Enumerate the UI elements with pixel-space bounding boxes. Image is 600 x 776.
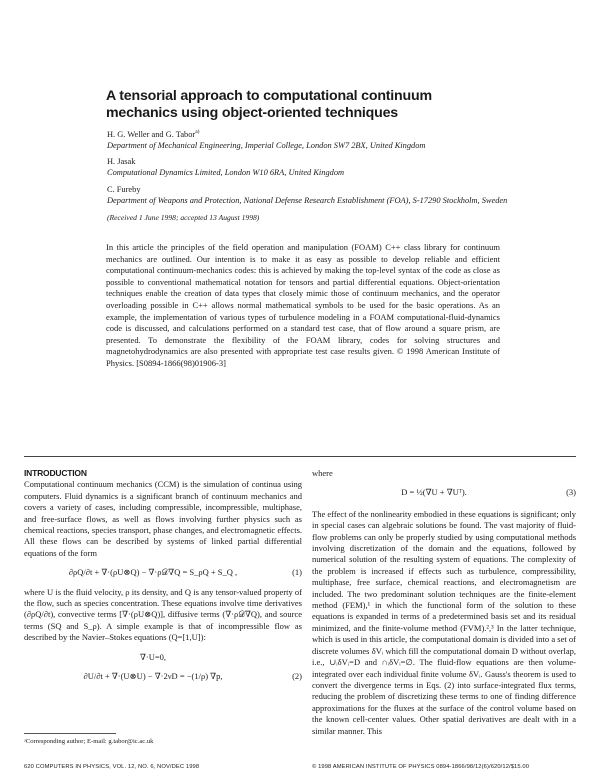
abstract: In this article the principles of the field operation and manipulation (FOAM) C++ class library for continuum mechanics are outlined. Our intention is to make it as easy as possible to develop reliable and efficient computational continuum-mechanics codes: this is achieved by making the top-level syntax of the code as close as possible to conventional mathematical notation for tensors and partial differential equations. Object-orientation techniques enable the creation of data types that closely mimic those of continuum mechanics, and the operator overloading possible in C++ allows normal mathematical symbols to be used for the basic operations. As an example, the implementation of various types of turbulence modeling in a FOAM computational-fluid-dynamics code is discussed, and calculations performed on a standard test case, that of flow around a square prism, are presented. To demonstrate the flexibility of the FOAM library, codes for solving structures and magnetohydrodynamics are also presented with appropriate test case results given. © 1998 American Institute of Physics. [S0894-1866(98)01906-3] — [106, 242, 500, 368]
footnote-divider — [24, 733, 116, 734]
equation-2a — [24, 652, 302, 663]
author-names: H. G. Weller and G. Tabor$^{a)}$ — [107, 129, 200, 139]
equation-2b — [24, 671, 302, 682]
equation-body: ∂U/∂t + ∇·(U⊗U) − ∇·2νD = −(1/ρ) ∇p, — [83, 671, 223, 682]
right-column — [312, 468, 576, 737]
footnote: ᵃCorresponding author; E-mail: g.tabor@ic.ac.uk — [24, 738, 154, 745]
paragraph: Computational continuum mechanics (CCM) is the simulation of continua using computers. Fluid dynamics is a significant branch of continuum mechanics and covers a variety of cases, including compressible, incompressible, multiphase, and free-surface flows, as well as flows involving further physics such as chemical reactions, species transport, phase changes, and electromagnetic effects. All these flows can be described by systems of linked partial differential equations of the form — [24, 479, 302, 558]
footer-journal: 620 COMPUTERS IN PHYSICS, VOL. 12, NO. 6, NOV/DEC 1998 — [24, 764, 200, 770]
section-heading: INTRODUCTION — [24, 468, 87, 478]
equation-3 — [312, 487, 576, 498]
received-dates: (Received 1 June 1998; accepted 13 August 1998) — [107, 212, 260, 222]
left-column — [24, 468, 302, 683]
equation-body: ∇·U=0, — [139, 651, 167, 662]
equation-number: (3) — [566, 487, 576, 498]
equation-number: (2) — [292, 671, 302, 682]
author-affiliation: Computational Dynamics Limited, London W10 6RA, United Kingdom — [107, 168, 345, 178]
author-names: H. Jasak — [107, 157, 136, 167]
paper-title: A tensorial approach to computational continuum mechanics using object-oriented techniques — [106, 88, 432, 121]
author-affiliation: Department of Mechanical Engineering, Imperial College, London SW7 2BX, United Kingdom — [107, 140, 426, 150]
section-divider — [24, 456, 576, 457]
author-affiliation: Department of Weapons and Protection, National Defense Research Establishment (FOA), S-17290 Stockholm, Sweden — [107, 195, 508, 205]
author-block — [107, 127, 527, 223]
paragraph: where U is the fluid velocity, ρ its density, and Q is any tensor-valued property of the flow, such as species concentration. These equations involve time derivatives (∂ρQ/∂t), convective terms [∇·(ρU⊗Q)], diffusive terms (∇·ρ𝒟∇Q), and source terms (SQ and S_ρ). A simple example is that of incompressible flow as described by the Navier–Stokes equations (Q=[1,U]): — [24, 586, 302, 643]
footer-copyright: © 1998 AMERICAN INSTITUTE OF PHYSICS 0894-1866/98/12(6)/620/12/$15.00 — [312, 764, 530, 770]
equation-body: D = ½(∇U + ∇Uᵀ). — [401, 487, 467, 498]
paragraph: The effect of the nonlinearity embodied in these equations is significant; only in special cases can algebraic solutions be found. The vast majority of fluid-flow problems can only be properly studied by using computational methods involving discretization of the domain and the equations, followed by numerical solution of the resulting system of equations. The complexity of the problem is increased if effects such as turbulence, compressibility, multiphase, free surface, chemical reactions, and electromagnetism are included. The two predominant solution techniques are the finite-element method (FEM),¹ in which the functional form of the solution to these equations is expanded in terms of a predetermined basis set and its residual minimized, and the finite-volume method (FVM).²,³ In the latter technique, which is used in this article, the computational domain is divided into a set of discrete volumes δVᵢ which fill the computational domain D without overlap, i.e., ∪ᵢδVᵢ=D and ∩ᵢδVᵢ=∅. The fluid-flow equations are then volume-integrated over each individual finite volume δVᵢ. Gauss's theorem is used to convert the divergence terms in Eqs. (2) into surface-integrated flux terms, reducing the problem of discretizing these terms to one of finding difference approximations for the fluxes at the surface of the control volume based on the known cell-center values. Other spatial derivatives are dealt with in a similar manner. This — [312, 508, 576, 736]
paragraph: where — [312, 468, 333, 478]
equation-body: ∂ρQ/∂t + ∇·(ρU⊗Q) − ∇·ρ𝒟∇Q = S_ρQ + S_Q , — [68, 567, 238, 578]
author-names: C. Fureby — [107, 184, 141, 194]
equation-number: (1) — [292, 567, 302, 578]
equation-1 — [24, 567, 302, 578]
